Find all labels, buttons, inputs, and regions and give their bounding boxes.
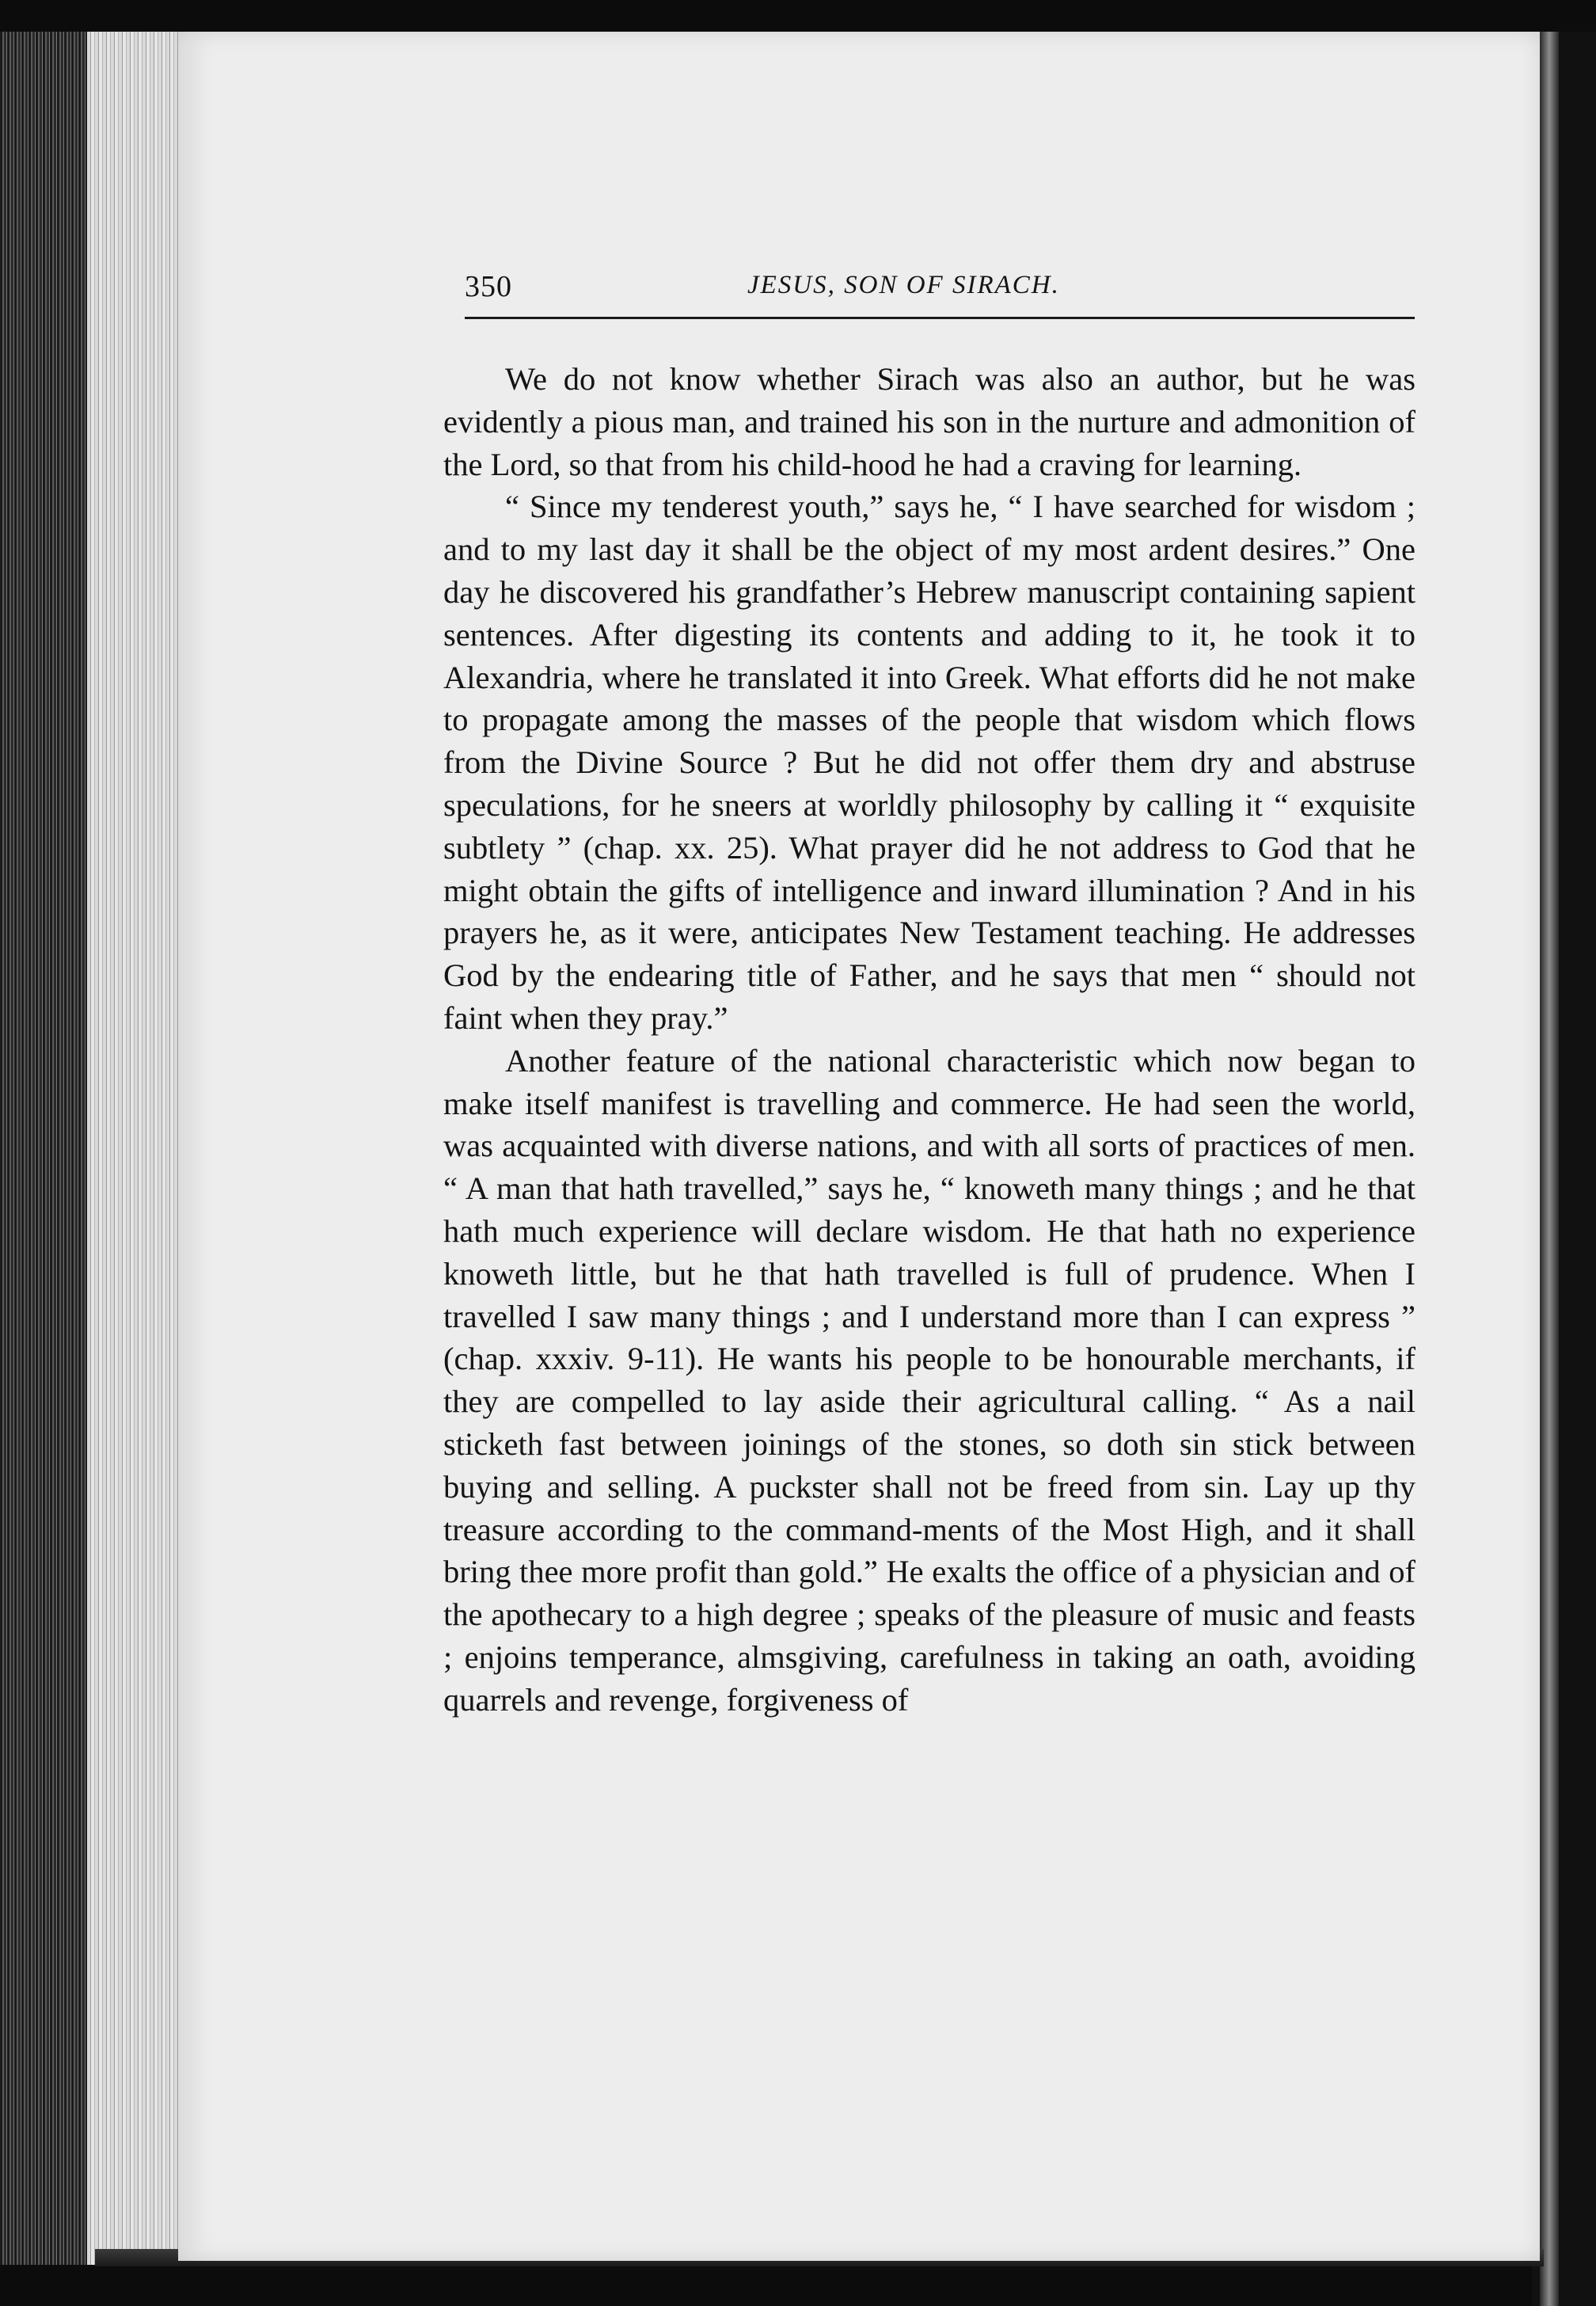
page-header xyxy=(465,269,1415,317)
header-rule xyxy=(465,317,1415,319)
paragraph-1: We do not know whether Sirach was also an author, but he was evidently a pious man, and trained his son in the nurture and admonition of the Lord, so that from his child-hood he had a craving for learning. xyxy=(443,361,1416,482)
body-text xyxy=(443,358,1416,1722)
paragraph-3: Another feature of the national characteristic which now began to make itself manifest is travelling and commerce. He had seen the world, was acquainted with diverse nations, and with all sorts of practices of men. “ A man that hath travelled,” says he, “ knoweth many things ; and he that hath much experience will declare wisdom. He that hath no experience knoweth little, but he that hath travelled is full of prudence. When I travelled I saw many things ; and I understand more than I can express ” (chap. xxxiv. 9-11). He wants his people to be honourable merchants, if they are compelled to lay aside their agricultural calling. “ As a nail sticketh fast between joinings of the stones, so doth sin stick between buying and selling. A puckster shall not be freed from sin. Lay up thy treasure according to the command-ments of the Most High, and it shall bring thee more profit than gold.” He exalts the office of a physician and of the apothecary to a high degree ; speaks of the pleasure of music and feasts ; enjoins temperance, almsgiving, carefulness in taking an oath, avoiding quarrels and revenge, forgiveness of xyxy=(443,1042,1416,1718)
right-page-edge xyxy=(1540,32,1559,2306)
page-number: 350 xyxy=(465,270,512,303)
running-title: JESUS, SON OF SIRACH. xyxy=(747,271,1060,299)
page-edges-highlight xyxy=(87,32,190,2265)
paragraph-2: “ Since my tenderest youth,” says he, “ I have searched for wisdom ; and to my last day it shall be the object of my most ardent desires.” One day he discovered his grandfather’s Hebrew manuscript containing sapient sentences. After digesting its contents and adding to it, he took it to Alexandria, where he translated it into Greek. What efforts did he not make to propagate among the masses of the people that wisdom which flows from the Divine Source ? But he did not offer them dry and abstruse speculations, for he sneers at worldly philosophy by calling it “ exquisite subtlety ” (chap. xx. 25). What prayer did he not address to God that he might obtain the gifts of intelligence and inward illumination ? And in his prayers he, as it were, anticipates New Testament teaching. He addresses God by the endearing title of Father, and he says that men “ should not faint when they pray.” xyxy=(443,489,1416,1036)
